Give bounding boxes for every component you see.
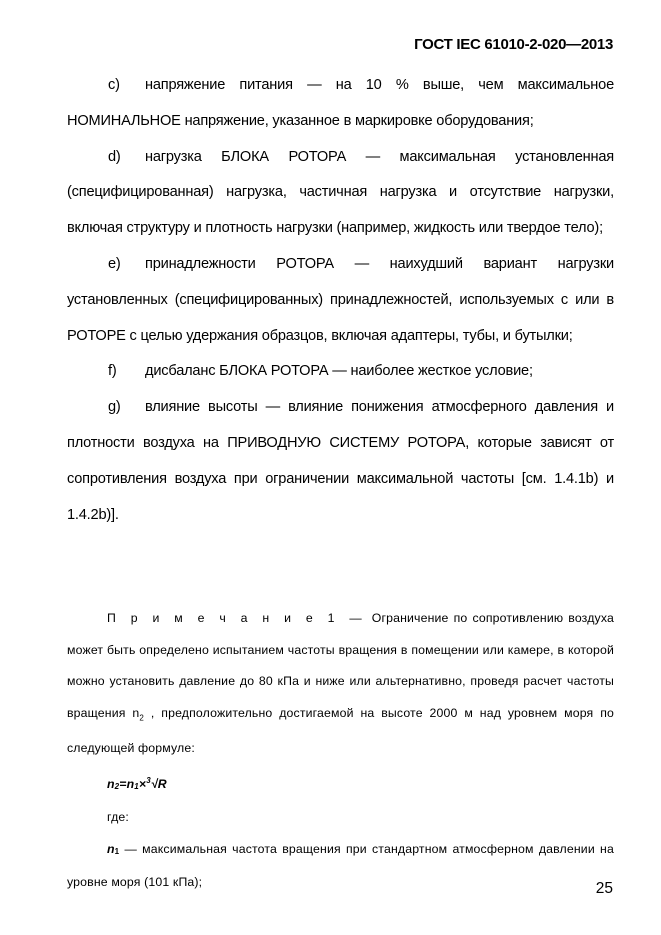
- formula-root-index: 3: [146, 775, 151, 785]
- list-item-text: напряжение питания — на 10 % выше, чем максимальное НОМИНАЛЬНОЕ напряжение, указанное в маркировке оборудования;: [67, 77, 614, 129]
- list-marker: c): [108, 77, 120, 93]
- formula-equals: =: [119, 776, 127, 791]
- definition-symbol-sub: 1: [114, 846, 120, 856]
- list-item-g: [67, 390, 614, 533]
- list-item-text: влияние высоты — влияние понижения атмосферного давления и плотности воздуха на ПРИВОДНУЮ СИСТЕМУ РОТОРА, которые зависят от сопротивления воздуха при ограничении максимальной частоты [см. 1.4.1b) и 1.4.2b)].: [67, 399, 614, 523]
- formula-lhs: n: [107, 776, 115, 791]
- list-marker: f): [108, 363, 117, 380]
- document-header: ГОСТ IEC 61010-2-020—2013: [414, 36, 613, 53]
- note-paragraph: [67, 603, 614, 765]
- speed-formula: [67, 765, 614, 803]
- definition-symbol-letter: n: [107, 841, 115, 856]
- note-label: П р и м е ч а н и е 1 —: [107, 611, 367, 625]
- list-item-f: [67, 354, 614, 390]
- formula-n-sub: 1: [134, 781, 139, 791]
- note-text-continued: , предположительно достигаемой на высоте 2000 м над уровнем моря по следующей формуле:: [67, 705, 614, 756]
- list-item-text: принадлежности РОТОРА — наихудший вариант нагрузки установленных (специфицированных) принадлежностей, используемых с или в РОТОРЕ с целью удержания образцов, включая адаптеры, тубы, и бутылки;: [67, 255, 614, 344]
- note-subscript: 2: [139, 712, 144, 722]
- list-item-e: [67, 247, 614, 354]
- formula-r: R: [157, 776, 167, 791]
- where-label: где:: [107, 810, 129, 825]
- definition-text: — максимальная частота вращения при стандартном атмосферном давлении на уровне моря (101 кПа);: [67, 841, 614, 890]
- list-marker: d): [108, 148, 121, 165]
- formula-lhs-sub: 2: [114, 781, 120, 791]
- list-marker: g): [108, 399, 121, 416]
- requirements-list: [67, 68, 614, 533]
- note-text: Ограничение по сопротивлению воздуха может быть определено испытанием частоты вращения в помещении или камере, в которой можно установить давление до 80 кПа и ниже или альтернативно, проведя расчет частоты вращения n: [67, 611, 614, 720]
- list-item-c: [67, 68, 614, 140]
- definition-n1: [67, 834, 614, 899]
- formula-times: ×: [138, 776, 147, 791]
- formula-radical: √: [150, 776, 158, 791]
- page-number: 25: [595, 880, 613, 897]
- list-item-text: дисбаланс БЛОКА РОТОРА — наиболее жесткое условие;: [145, 363, 533, 380]
- definition-symbol: [107, 842, 119, 856]
- list-item-text: нагрузка БЛОКА РОТОРА — максимальная установленная (специфицированная) нагрузка, частичная нагрузка и отсутствие нагрузки, включая структуру и плотность нагрузки (например, жидкость или твердое тело);: [67, 148, 614, 237]
- list-item-d: [67, 140, 614, 247]
- list-marker: e): [108, 255, 121, 272]
- note-block: [67, 603, 614, 899]
- formula-n: n: [126, 776, 135, 791]
